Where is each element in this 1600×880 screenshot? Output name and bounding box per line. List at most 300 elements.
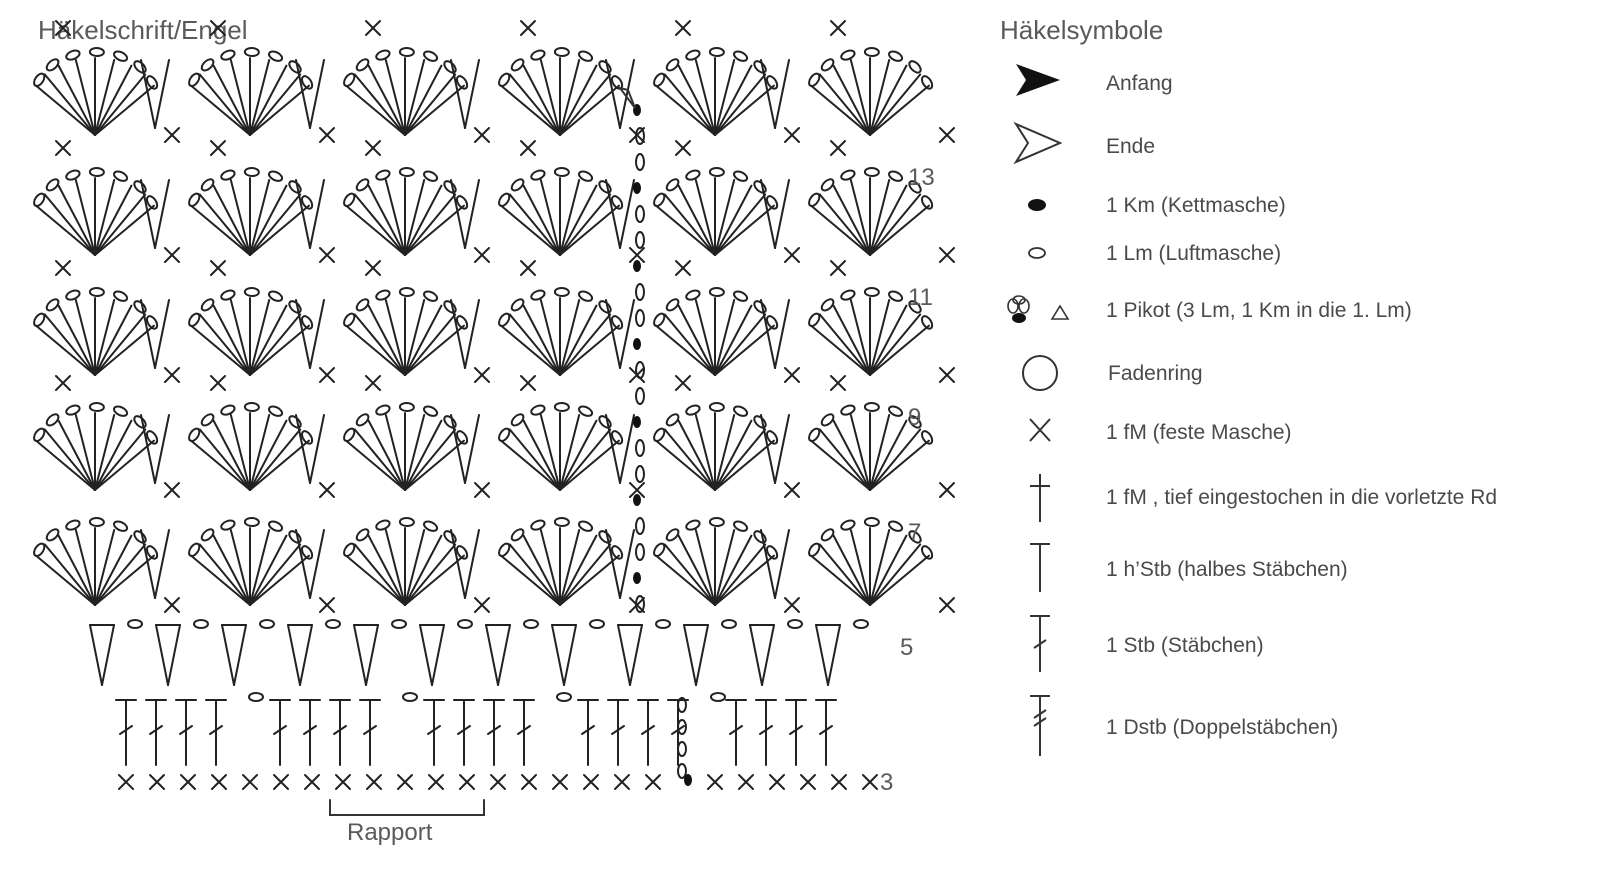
chain-mark bbox=[220, 289, 236, 302]
treble-crochet-icon bbox=[1000, 692, 1080, 760]
chain-mark bbox=[90, 168, 104, 176]
single-crochet-mark bbox=[212, 775, 226, 789]
chain-mark bbox=[840, 404, 856, 417]
single-crochet-mark bbox=[320, 483, 334, 497]
chain-mark bbox=[710, 48, 724, 56]
stitch-mark bbox=[156, 625, 168, 685]
chain-mark bbox=[375, 49, 391, 62]
single-crochet-mark bbox=[831, 21, 845, 35]
legend-item-slip-stitch bbox=[1000, 190, 1590, 220]
chain-mark bbox=[820, 297, 836, 312]
fan-stitch-mark bbox=[36, 206, 95, 255]
fan-stitch-mark bbox=[501, 441, 560, 490]
chain-mark bbox=[685, 49, 701, 62]
chain-mark bbox=[245, 288, 259, 296]
v-stitch-mark bbox=[465, 180, 479, 248]
fan-stitch-mark bbox=[214, 536, 250, 605]
chain-mark bbox=[840, 289, 856, 302]
chain-mark bbox=[32, 192, 46, 208]
chain-mark bbox=[497, 312, 511, 328]
chain-mark bbox=[200, 177, 216, 192]
fan-stitch-mark bbox=[95, 186, 131, 255]
fan-stitch-mark bbox=[715, 536, 751, 605]
fan-stitch-mark bbox=[250, 536, 286, 605]
fan-stitch-mark bbox=[834, 421, 870, 490]
fan-stitch-mark bbox=[95, 326, 154, 375]
fan-stitch-mark bbox=[59, 66, 95, 135]
chain-mark bbox=[375, 404, 391, 417]
single-crochet-mark bbox=[646, 775, 660, 789]
fan-stitch-mark bbox=[214, 66, 250, 135]
v-stitch-mark bbox=[465, 300, 479, 368]
single-crochet-mark bbox=[521, 141, 535, 155]
single-crochet-mark bbox=[832, 775, 846, 789]
chain-mark bbox=[45, 57, 61, 72]
chain-mark bbox=[45, 527, 61, 542]
chain-mark bbox=[788, 620, 802, 628]
v-stitch-mark bbox=[620, 180, 634, 248]
v-stitch-mark bbox=[310, 60, 324, 128]
chain-mark bbox=[400, 403, 414, 411]
v-stitch-mark bbox=[155, 180, 169, 248]
fan-stitch-mark bbox=[656, 441, 715, 490]
chain-mark bbox=[355, 527, 371, 542]
chain-mark bbox=[920, 544, 934, 560]
fan-stitch-mark bbox=[870, 441, 929, 490]
chain-mark bbox=[656, 620, 670, 628]
fan-stitch-mark bbox=[250, 421, 286, 490]
v-stitch-mark bbox=[775, 300, 789, 368]
row-number-9: 9 bbox=[908, 404, 922, 431]
fan-stitch-mark bbox=[715, 86, 774, 135]
fan-stitch-mark bbox=[250, 556, 309, 605]
legend-label-single-crochet: 1 fM (feste Masche) bbox=[1106, 421, 1292, 444]
chain-mark bbox=[685, 289, 701, 302]
single-crochet-mark bbox=[165, 483, 179, 497]
chain-mark bbox=[187, 72, 201, 88]
chain-mark bbox=[555, 48, 569, 56]
chain-mark bbox=[907, 59, 923, 75]
fan-stitch-mark bbox=[870, 66, 906, 135]
slip-stitch-mark bbox=[684, 774, 692, 786]
fan-stitch-mark bbox=[59, 306, 95, 375]
fan-stitch-mark bbox=[191, 86, 250, 135]
fan-stitch-mark bbox=[560, 421, 596, 490]
chain-mark bbox=[920, 429, 934, 445]
single-crochet-mark bbox=[366, 261, 380, 275]
stitch-mark bbox=[222, 625, 234, 685]
stitch-mark bbox=[564, 625, 576, 685]
v-stitch-mark bbox=[310, 300, 324, 368]
single-crochet-mark bbox=[475, 368, 489, 382]
chain-mark bbox=[220, 519, 236, 532]
chain-mark bbox=[220, 169, 236, 182]
fan-stitch-mark bbox=[870, 421, 906, 490]
slip-stitch-mark bbox=[633, 182, 641, 194]
stitch-mark bbox=[90, 625, 102, 685]
chain-mark bbox=[32, 542, 46, 558]
chain-mark bbox=[597, 59, 613, 75]
chain-mark bbox=[652, 427, 666, 443]
chain-mark bbox=[287, 299, 303, 315]
chain-mark bbox=[90, 48, 104, 56]
chain-mark bbox=[458, 620, 472, 628]
chain-mark bbox=[287, 59, 303, 75]
single-crochet-mark bbox=[863, 775, 877, 789]
fan-stitch-mark bbox=[679, 66, 715, 135]
fan-stitch-mark bbox=[36, 441, 95, 490]
fan-stitch-mark bbox=[369, 536, 405, 605]
fan-stitch-mark bbox=[95, 556, 154, 605]
single-crochet-mark bbox=[615, 775, 629, 789]
chain-mark bbox=[636, 284, 644, 300]
fan-stitch-mark bbox=[715, 206, 774, 255]
chain-mark bbox=[32, 427, 46, 443]
v-stitch-mark bbox=[620, 415, 634, 483]
chain-mark bbox=[400, 288, 414, 296]
single-crochet-mark bbox=[274, 775, 288, 789]
fan-stitch-mark bbox=[524, 66, 560, 135]
chain-mark bbox=[665, 527, 681, 542]
chain-mark bbox=[65, 49, 81, 62]
chain-mark bbox=[355, 297, 371, 312]
chain-mark bbox=[187, 427, 201, 443]
stitch-mark bbox=[762, 625, 774, 685]
chain-mark bbox=[555, 518, 569, 526]
chain-mark bbox=[865, 48, 879, 56]
chain-mark bbox=[652, 542, 666, 558]
v-stitch-mark bbox=[155, 530, 169, 598]
chain-mark bbox=[557, 693, 571, 701]
chain-mark bbox=[807, 72, 821, 88]
chain-mark bbox=[200, 57, 216, 72]
single-crochet-mark bbox=[366, 376, 380, 390]
chain-mark bbox=[652, 192, 666, 208]
chain-mark bbox=[245, 48, 259, 56]
chain-mark bbox=[497, 542, 511, 558]
chain-mark bbox=[132, 529, 148, 545]
single-crochet-mark bbox=[320, 128, 334, 142]
chain-mark bbox=[510, 412, 526, 427]
chain-mark bbox=[636, 388, 644, 404]
chain-mark bbox=[45, 177, 61, 192]
chain-mark bbox=[854, 620, 868, 628]
chain-mark bbox=[678, 742, 686, 756]
single-crochet-mark bbox=[491, 775, 505, 789]
chain-mark bbox=[636, 440, 644, 456]
fan-stitch-mark bbox=[715, 421, 751, 490]
fan-stitch-mark bbox=[214, 306, 250, 375]
chain-mark bbox=[355, 177, 371, 192]
fan-stitch-mark bbox=[405, 556, 464, 605]
chain-mark bbox=[497, 192, 511, 208]
chain-mark bbox=[510, 177, 526, 192]
fan-stitch-mark bbox=[811, 556, 870, 605]
chain-mark bbox=[245, 168, 259, 176]
single-crochet-mark bbox=[831, 261, 845, 275]
chain-mark bbox=[752, 299, 768, 315]
chain-mark bbox=[920, 74, 934, 90]
chain-mark bbox=[555, 168, 569, 176]
slip-stitch-mark bbox=[633, 338, 641, 350]
chain-mark bbox=[132, 59, 148, 75]
single-crochet-mark bbox=[831, 141, 845, 155]
half-double-crochet-icon bbox=[1000, 540, 1080, 596]
chain-mark bbox=[665, 57, 681, 72]
end-arrow-icon bbox=[1000, 120, 1080, 166]
fan-stitch-mark bbox=[36, 556, 95, 605]
chain-mark bbox=[636, 206, 644, 222]
picot-icon bbox=[1000, 290, 1080, 330]
row-number-11: 11 bbox=[908, 284, 933, 311]
fan-stitch-mark bbox=[679, 306, 715, 375]
chain-mark bbox=[685, 519, 701, 532]
fan-stitch-mark bbox=[250, 66, 286, 135]
fan-stitch-mark bbox=[346, 326, 405, 375]
stitch-mark bbox=[168, 625, 180, 685]
chain-mark bbox=[530, 49, 546, 62]
single-crochet-mark bbox=[165, 368, 179, 382]
fan-stitch-mark bbox=[369, 66, 405, 135]
fan-stitch-mark bbox=[560, 86, 619, 135]
fan-stitch-mark bbox=[679, 186, 715, 255]
chain-mark bbox=[710, 288, 724, 296]
legend-label-double: 1 Stb (Stäbchen) bbox=[1106, 634, 1264, 657]
single-crochet-icon bbox=[1000, 412, 1080, 448]
fan-stitch-mark bbox=[524, 421, 560, 490]
single-crochet-mark bbox=[785, 483, 799, 497]
chain-mark bbox=[820, 527, 836, 542]
chain-mark bbox=[442, 59, 458, 75]
chain-mark bbox=[807, 427, 821, 443]
fan-stitch-mark bbox=[214, 421, 250, 490]
fan-stitch-mark bbox=[405, 306, 441, 375]
fan-stitch-mark bbox=[405, 186, 441, 255]
chain-mark bbox=[65, 404, 81, 417]
rapport-bracket bbox=[330, 800, 484, 815]
stitch-mark bbox=[354, 625, 366, 685]
fan-stitch-mark bbox=[250, 306, 286, 375]
fan-stitch-mark bbox=[250, 441, 309, 490]
v-stitch-mark bbox=[620, 300, 634, 368]
chain-mark bbox=[392, 620, 406, 628]
chain-mark bbox=[530, 169, 546, 182]
single-crochet-mark bbox=[521, 261, 535, 275]
single-crochet-mark bbox=[305, 775, 319, 789]
fan-stitch-mark bbox=[715, 66, 751, 135]
chain-mark bbox=[45, 297, 61, 312]
chain-mark bbox=[920, 194, 934, 210]
fan-stitch-mark bbox=[811, 326, 870, 375]
stitch-mark bbox=[696, 625, 708, 685]
legend-item-chain bbox=[1000, 238, 1590, 268]
legend-item-half-double bbox=[1000, 540, 1590, 596]
fan-stitch-mark bbox=[369, 186, 405, 255]
chain-mark bbox=[678, 764, 686, 778]
chain-mark bbox=[132, 179, 148, 195]
chain-mark bbox=[65, 519, 81, 532]
fan-stitch-mark bbox=[811, 206, 870, 255]
single-crochet-mark bbox=[475, 483, 489, 497]
slip-stitch-icon bbox=[1000, 190, 1080, 220]
stitch-mark bbox=[420, 625, 432, 685]
fan-stitch-mark bbox=[191, 556, 250, 605]
single-crochet-mark bbox=[366, 141, 380, 155]
single-crochet-mark bbox=[429, 775, 443, 789]
v-stitch-mark bbox=[620, 60, 634, 128]
legend-item-double bbox=[1000, 612, 1590, 676]
chain-mark bbox=[840, 169, 856, 182]
fan-stitch-mark bbox=[250, 326, 309, 375]
single-crochet-mark bbox=[150, 775, 164, 789]
chain-mark bbox=[510, 527, 526, 542]
single-crochet-mark bbox=[584, 775, 598, 789]
v-stitch-mark bbox=[155, 60, 169, 128]
slip-stitch-mark bbox=[633, 494, 641, 506]
chain-mark bbox=[652, 72, 666, 88]
fan-stitch-mark bbox=[715, 326, 774, 375]
single-crochet-mark bbox=[940, 483, 954, 497]
chain-mark bbox=[711, 693, 725, 701]
fan-stitch-mark bbox=[656, 86, 715, 135]
fan-stitch-mark bbox=[405, 421, 441, 490]
chain-mark bbox=[132, 299, 148, 315]
single-crochet-mark bbox=[676, 21, 690, 35]
stitch-mark bbox=[630, 625, 642, 685]
fan-stitch-mark bbox=[59, 536, 95, 605]
chain-mark bbox=[442, 299, 458, 315]
fan-stitch-mark bbox=[834, 306, 870, 375]
slip-stitch-mark bbox=[633, 416, 641, 428]
fan-stitch-mark bbox=[214, 186, 250, 255]
chain-mark bbox=[636, 310, 644, 326]
magic-ring-icon bbox=[1000, 350, 1080, 396]
fan-stitch-mark bbox=[95, 441, 154, 490]
stitch-mark bbox=[102, 625, 114, 685]
chain-mark bbox=[710, 518, 724, 526]
single-crochet-mark bbox=[181, 775, 195, 789]
single-crochet-mark bbox=[708, 775, 722, 789]
single-crochet-mark bbox=[739, 775, 753, 789]
chain-mark bbox=[597, 179, 613, 195]
chain-mark bbox=[636, 232, 644, 248]
chain-mark bbox=[287, 529, 303, 545]
chain-mark bbox=[200, 297, 216, 312]
single-crochet-mark bbox=[630, 248, 644, 262]
chain-mark bbox=[32, 312, 46, 328]
spike-stitch-icon bbox=[1000, 470, 1080, 526]
chain-mark bbox=[510, 57, 526, 72]
stitch-mark bbox=[288, 625, 300, 685]
stitch-mark bbox=[684, 625, 696, 685]
single-crochet-mark bbox=[211, 376, 225, 390]
single-crochet-mark bbox=[367, 775, 381, 789]
chain-mark bbox=[342, 72, 356, 88]
stitch-mark bbox=[234, 625, 246, 685]
chain-mark bbox=[187, 542, 201, 558]
chain-mark bbox=[287, 414, 303, 430]
chain-mark bbox=[865, 518, 879, 526]
chain-stitch-icon bbox=[1000, 238, 1080, 268]
legend-item-picot bbox=[1000, 290, 1590, 330]
fan-stitch-mark bbox=[250, 86, 309, 135]
fan-stitch-mark bbox=[501, 86, 560, 135]
chain-mark bbox=[45, 412, 61, 427]
fan-stitch-mark bbox=[250, 206, 309, 255]
chain-mark bbox=[597, 299, 613, 315]
chain-mark bbox=[685, 169, 701, 182]
single-crochet-mark bbox=[320, 248, 334, 262]
fan-stitch-mark bbox=[560, 206, 619, 255]
v-stitch-mark bbox=[310, 530, 324, 598]
chain-mark bbox=[245, 518, 259, 526]
single-crochet-mark bbox=[56, 141, 70, 155]
fan-stitch-mark bbox=[405, 441, 464, 490]
legend-item-spike bbox=[1000, 470, 1590, 526]
fan-stitch-mark bbox=[405, 536, 441, 605]
stitch-mark bbox=[828, 625, 840, 685]
chain-mark bbox=[355, 57, 371, 72]
single-crochet-mark bbox=[785, 128, 799, 142]
fan-stitch-mark bbox=[405, 326, 464, 375]
single-crochet-mark bbox=[475, 128, 489, 142]
legend-item-magic-ring bbox=[1000, 350, 1590, 396]
chain-mark bbox=[820, 177, 836, 192]
single-crochet-mark bbox=[320, 368, 334, 382]
fan-stitch-mark bbox=[834, 536, 870, 605]
single-crochet-mark bbox=[165, 248, 179, 262]
row-number-7: 7 bbox=[908, 519, 922, 546]
chain-mark bbox=[200, 412, 216, 427]
fan-stitch-mark bbox=[405, 86, 464, 135]
fan-stitch-mark bbox=[191, 206, 250, 255]
stitch-mark bbox=[432, 625, 444, 685]
fan-stitch-mark bbox=[501, 556, 560, 605]
fan-stitch-mark bbox=[656, 556, 715, 605]
single-crochet-mark bbox=[475, 248, 489, 262]
chain-mark bbox=[530, 289, 546, 302]
chain-mark bbox=[497, 72, 511, 88]
v-stitch-mark bbox=[310, 415, 324, 483]
v-stitch-mark bbox=[465, 60, 479, 128]
single-crochet-mark bbox=[521, 21, 535, 35]
chain-mark bbox=[326, 620, 340, 628]
fan-stitch-mark bbox=[870, 86, 929, 135]
chain-mark bbox=[342, 312, 356, 328]
single-crochet-mark bbox=[785, 248, 799, 262]
fan-stitch-mark bbox=[870, 536, 906, 605]
chain-mark bbox=[752, 529, 768, 545]
v-stitch-mark bbox=[465, 415, 479, 483]
single-crochet-mark bbox=[56, 21, 70, 35]
legend-item-start bbox=[1000, 60, 1590, 100]
legend-item-end bbox=[1000, 120, 1590, 166]
fan-stitch-mark bbox=[36, 326, 95, 375]
row-number-13: 13 bbox=[908, 164, 935, 191]
fan-stitch-mark bbox=[870, 186, 906, 255]
chain-mark bbox=[65, 169, 81, 182]
single-crochet-mark bbox=[460, 775, 474, 789]
stitch-mark bbox=[618, 625, 630, 685]
v-stitch-mark bbox=[310, 180, 324, 248]
legend-title: Häkelsymbole bbox=[1000, 15, 1164, 45]
fan-stitch-mark bbox=[369, 306, 405, 375]
stitch-mark bbox=[300, 625, 312, 685]
single-crochet-mark bbox=[676, 261, 690, 275]
chain-mark bbox=[665, 412, 681, 427]
chain-mark bbox=[375, 519, 391, 532]
chain-mark bbox=[375, 289, 391, 302]
